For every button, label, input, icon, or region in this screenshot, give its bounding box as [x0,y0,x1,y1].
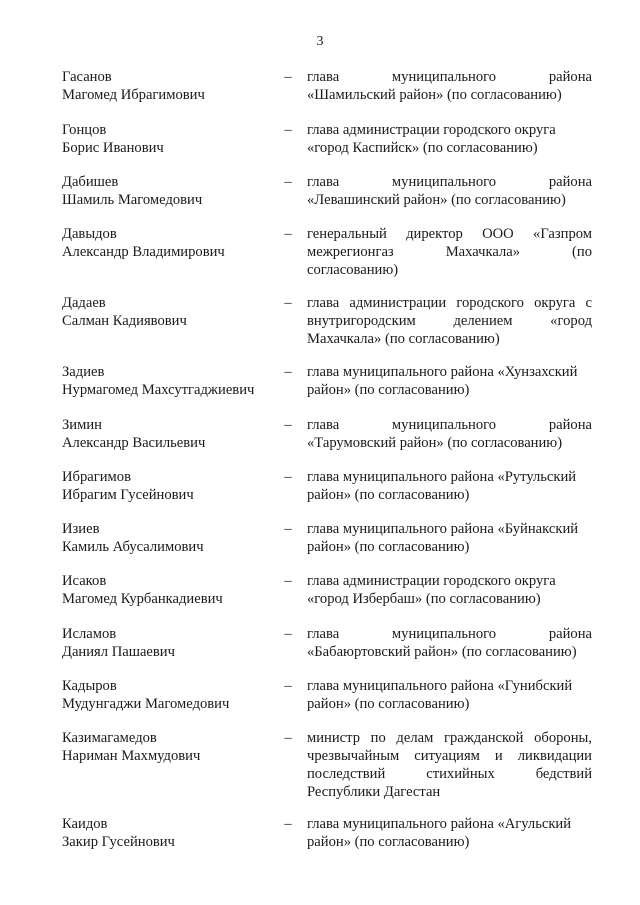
dash-separator: – [284,816,292,832]
position-line: глава муниципального района «Буйнакский [307,521,579,537]
member-position [307,416,592,452]
dash-separator: – [284,678,292,694]
dash-separator: – [284,730,292,746]
member-name [62,677,277,713]
member-given-names: Камиль Абусалимович [62,539,204,555]
member-name [62,468,277,504]
member-name [62,225,277,261]
member-name [62,520,277,556]
position-line: глава муниципального района [307,69,592,85]
position-line: глава муниципального района «Агульский [307,816,572,832]
member-position [307,677,592,713]
position-line: глава администрации городского округа с [307,295,592,311]
position-line: район» (по согласованию) [307,382,470,398]
member-given-names: Шамиль Магомедович [62,192,203,208]
member-given-names: Закир Гусейнович [62,834,175,850]
member-position [307,225,592,279]
member-surname: Дабишев [62,174,119,190]
position-line: глава муниципального района «Хунзахский [307,364,578,380]
position-line: «Шамильский район» (по согласованию) [307,87,562,103]
member-given-names: Борис Иванович [62,140,164,156]
member-surname: Зимин [62,417,102,433]
member-given-names: Александр Васильевич [62,435,206,451]
dash-separator: – [284,469,292,485]
member-name [62,294,277,330]
member-position [307,173,592,209]
member-position [307,729,592,801]
position-line: последствий стихийных бедствий [307,766,592,782]
member-position [307,520,592,556]
position-line: «город Избербаш» (по согласованию) [307,591,541,607]
position-line: глава муниципального района «Гунибский [307,678,573,694]
position-line: глава муниципального района [307,174,592,190]
member-name [62,363,277,399]
member-given-names: Даниял Пашаевич [62,644,175,660]
member-position [307,468,592,504]
position-line: глава администрации городского округа [307,122,556,138]
position-line: чрезвычайным ситуациям и ликвидации [307,748,592,764]
member-name [62,815,277,851]
position-line: глава муниципального района [307,417,592,433]
position-line: «Левашинский район» (по согласованию) [307,192,566,208]
position-line: министр по делам гражданской обороны, [307,730,592,746]
member-surname: Гасанов [62,69,112,85]
member-surname: Ибрагимов [62,469,131,485]
member-position [307,363,592,399]
member-name [62,729,277,765]
position-line: «город Каспийск» (по согласованию) [307,140,538,156]
position-line: глава муниципального района «Рутульский [307,469,577,485]
member-given-names: Нурмагомед Махсутгаджиевич [62,382,255,398]
member-name [62,121,277,157]
member-given-names: Ибрагим Гусейнович [62,487,194,503]
member-surname: Гонцов [62,122,107,138]
dash-separator: – [284,364,292,380]
dash-separator: – [284,69,292,85]
position-line: район» (по согласованию) [307,539,470,555]
member-surname: Дадаев [62,295,106,311]
member-position [307,294,592,348]
position-line: Махачкала» (по согласованию) [307,331,500,347]
member-given-names: Нариман Махмудович [62,748,201,764]
member-name [62,416,277,452]
dash-separator: – [284,626,292,642]
dash-separator: – [284,417,292,433]
member-surname: Исламов [62,626,117,642]
member-surname: Изиев [62,521,100,537]
member-surname: Каидов [62,816,108,832]
member-name [62,173,277,209]
dash-separator: – [284,295,292,311]
position-line: глава администрации городского округа [307,573,556,589]
member-surname: Давыдов [62,226,117,242]
position-line: генеральный директор ООО «Газпром [307,226,592,242]
dash-separator: – [284,174,292,190]
position-line: согласованию) [307,262,399,278]
position-line: район» (по согласованию) [307,487,470,503]
member-given-names: Мудунгаджи Магомедович [62,696,230,712]
page-number: 3 [316,34,324,49]
member-position [307,68,592,104]
position-line: «Бабаюртовский район» (по согласованию) [307,644,577,660]
member-given-names: Александр Владимирович [62,244,225,260]
position-line: район» (по согласованию) [307,696,470,712]
dash-separator: – [284,573,292,589]
dash-separator: – [284,226,292,242]
position-line: «Тарумовский район» (по согласованию) [307,435,563,451]
position-line: район» (по согласованию) [307,834,470,850]
position-line: межрегионгаз Махачкала» (по [307,244,592,260]
member-position [307,572,592,608]
member-given-names: Магомед Ибрагимович [62,87,205,103]
member-surname: Кадыров [62,678,117,694]
position-line: глава муниципального района [307,626,592,642]
member-given-names: Салман Кадиявович [62,313,187,329]
member-surname: Казимагамедов [62,730,157,746]
member-given-names: Магомед Курбанкадиевич [62,591,223,607]
position-line: внутригородским делением «город [307,313,592,329]
member-position [307,121,592,157]
member-position [307,625,592,661]
dash-separator: – [284,122,292,138]
member-surname: Задиев [62,364,105,380]
position-line: Республики Дагестан [307,784,441,800]
member-name [62,68,277,104]
member-name [62,625,277,661]
member-position [307,815,592,851]
member-name [62,572,277,608]
member-surname: Исаков [62,573,107,589]
dash-separator: – [284,521,292,537]
